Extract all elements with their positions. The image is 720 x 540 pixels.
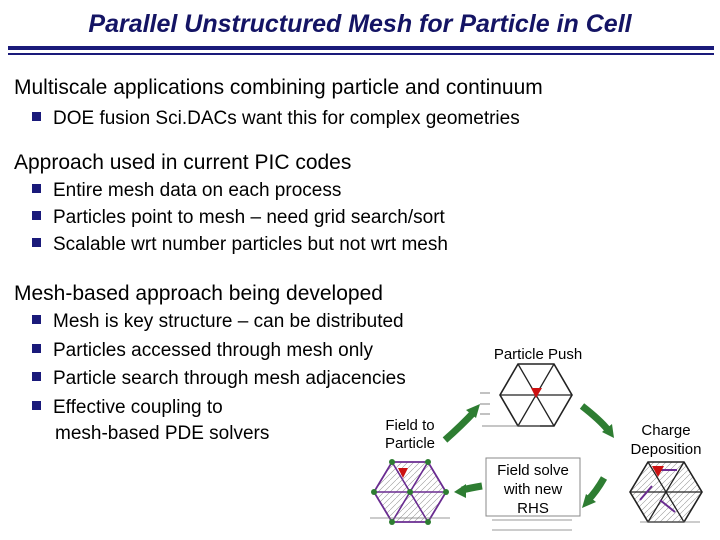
- label-with-new: with new: [503, 481, 563, 498]
- label-particle-push: Particle Push: [493, 346, 583, 363]
- label-field-to: Field to: [385, 417, 435, 434]
- curved-arrow-icon: [582, 406, 614, 438]
- label-field-solve: Field solve: [497, 462, 569, 479]
- section-heading-current-pic: Approach used in current PIC codes: [14, 151, 352, 174]
- equation-scribble-icon: [480, 393, 540, 426]
- hexagon-mesh-icon: [371, 459, 449, 525]
- hexagon-mesh-icon: [500, 364, 572, 426]
- label-rhs: RHS: [517, 500, 549, 517]
- page-title: Parallel Unstructured Mesh for Particle in Cell: [88, 10, 632, 38]
- hexagon-mesh-icon: [630, 462, 702, 522]
- bullet-item: Mesh is key structure – can be distributed: [32, 311, 404, 333]
- curved-arrow-icon: [582, 478, 604, 508]
- section-heading-mesh-based: Mesh-based approach being developed: [14, 282, 383, 305]
- bullet-item: Particles accessed through mesh only: [32, 340, 373, 362]
- bullet-item: Effective coupling to: [32, 397, 223, 419]
- section-heading-multiscale: Multiscale applications combining particle and continuum: [14, 76, 543, 99]
- bullet-item: Entire mesh data on each process: [32, 180, 341, 202]
- label-particle: Particle: [384, 435, 436, 452]
- bullet-item: DOE fusion Sci.DACs want this for complex geometries: [32, 108, 520, 130]
- curved-arrow-icon: [454, 484, 482, 498]
- label-charge: Charge: [641, 422, 691, 439]
- bullet-item: Particle search through mesh adjacencies: [32, 368, 406, 390]
- label-deposition: Deposition: [630, 441, 702, 458]
- bullet-item: Particles point to mesh – need grid search/sort: [32, 207, 445, 229]
- bullet-continuation: mesh-based PDE solvers: [55, 423, 270, 444]
- bullet-item: Scalable wrt number particles but not wrt mesh: [32, 234, 448, 256]
